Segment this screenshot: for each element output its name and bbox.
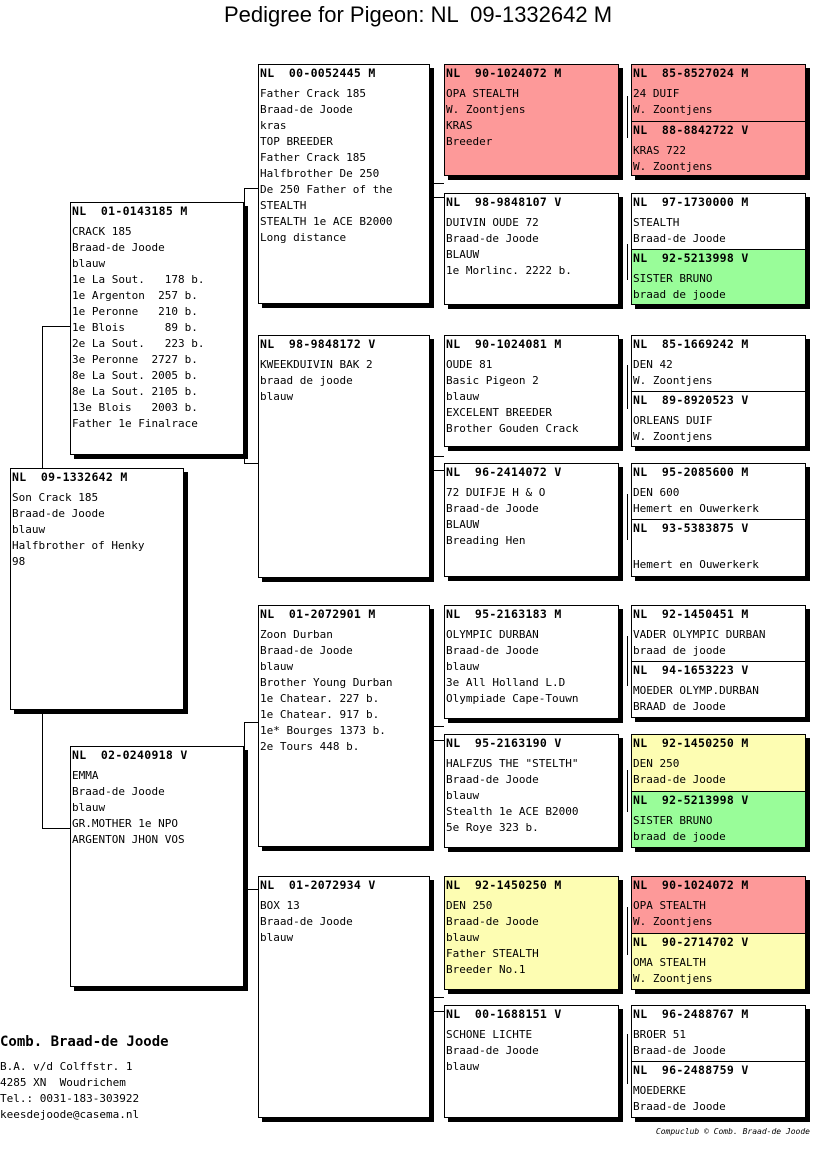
- info-line: blauw: [72, 257, 106, 270]
- ring-number: NL 92-1450250 M: [633, 736, 749, 750]
- page-title: Pedigree for Pigeon: NL 09-1332642 M: [223, 2, 613, 27]
- ring-number: NL 09-1332642 M: [12, 470, 128, 484]
- info-line: STEALTH: [633, 216, 680, 229]
- info-line: KRAS: [446, 119, 473, 132]
- ring-number: NL 94-1653223 V: [633, 663, 749, 677]
- info-line: DEN 42: [633, 358, 673, 371]
- info-line: MOEDERKE: [633, 1084, 686, 1097]
- info-line: blauw: [260, 660, 294, 673]
- info-line: Braad-de Joode: [633, 1044, 726, 1057]
- ring-number: NL 92-5213998 V: [633, 251, 749, 265]
- breeder-name: Comb. Braad-de Joode: [0, 1034, 169, 1050]
- info-line: blauw: [446, 931, 480, 944]
- info-line: Father 1e Finalrace: [72, 417, 198, 430]
- info-line: blauw: [446, 789, 480, 802]
- ancestor-card-mmm[interactable]: [444, 1005, 619, 1118]
- ring-number: NL 90-2714702 V: [633, 935, 749, 949]
- info-line: blauw: [12, 523, 46, 536]
- ring-number: NL 01-2072934 V: [260, 878, 376, 892]
- info-line: Brother Young Durban: [260, 676, 393, 689]
- info-line: 8e La Sout. 2005 b.: [72, 369, 198, 382]
- info-line: W. Zoontjens: [633, 430, 713, 443]
- info-line: SISTER BRUNO: [633, 272, 713, 285]
- great-grandparent-card[interactable]: [631, 249, 806, 305]
- great-grandparent-card[interactable]: [631, 605, 806, 662]
- paternal-grandmother-card[interactable]: [258, 335, 430, 578]
- info-line: W. Zoontjens: [633, 972, 713, 985]
- info-line: blauw: [72, 801, 106, 814]
- info-line: DEN 250: [446, 899, 493, 912]
- info-line: 1e Blois 89 b.: [72, 321, 198, 334]
- info-line: 1e Chatear. 917 b.: [260, 708, 380, 721]
- ring-number: NL 02-0240918 V: [72, 748, 188, 762]
- info-line: 1e* Bourges 1373 b.: [260, 724, 386, 737]
- subject-pigeon-card[interactable]: [10, 468, 184, 710]
- info-line: VADER OLYMPIC DURBAN: [633, 628, 766, 641]
- info-line: Braad-de Joode: [446, 915, 539, 928]
- info-line: Braad-de Joode: [446, 232, 539, 245]
- info-line: ORLEANS DUIF: [633, 414, 713, 427]
- info-line: Hemert en Ouwerkerk: [633, 502, 759, 515]
- ring-number: NL 95-2085600 M: [633, 465, 749, 479]
- info-line: blauw: [260, 390, 294, 403]
- info-line: OLYMPIC DURBAN: [446, 628, 539, 641]
- ancestor-card-mfm[interactable]: [444, 734, 619, 848]
- info-line: Braad-de Joode: [260, 103, 353, 116]
- ring-number: NL 92-1450250 M: [446, 878, 562, 892]
- info-line: EXCELENT BREEDER: [446, 406, 552, 419]
- info-line: BROER 51: [633, 1028, 686, 1041]
- info-line: BOX 13: [260, 899, 300, 912]
- info-line: 13e Blois 2003 b.: [72, 401, 198, 414]
- info-line: Halfbrother of Henky: [12, 539, 145, 552]
- info-line: braad de joode: [633, 644, 726, 657]
- ring-number: NL 95-2163183 M: [446, 607, 562, 621]
- info-line: Hemert en Ouwerkerk: [633, 558, 759, 571]
- ring-number: NL 90-1024081 M: [446, 337, 562, 351]
- info-line: Father STEALTH: [446, 947, 539, 960]
- great-grandparent-card[interactable]: [631, 933, 806, 990]
- info-line: HALFZUS THE "STELTH": [446, 757, 579, 770]
- ring-number: NL 98-9848107 V: [446, 195, 562, 209]
- info-line: 1e Morlinc. 2222 b.: [446, 264, 572, 277]
- great-grandparent-card[interactable]: [631, 791, 806, 848]
- phone-line: Tel.: 0031-183-303922: [0, 1092, 140, 1105]
- info-line: SCHONE LICHTE: [446, 1028, 533, 1041]
- info-line: 1e Chatear. 227 b.: [260, 692, 380, 705]
- info-line: Braad-de Joode: [72, 785, 165, 798]
- info-line: blauw: [260, 931, 294, 944]
- ancestor-card-ffm[interactable]: [444, 193, 619, 305]
- info-line: 24 DUIF: [633, 87, 680, 100]
- info-line: 1e La Sout. 178 b.: [72, 273, 205, 286]
- ring-number: NL 85-1669242 M: [633, 337, 749, 351]
- info-line: [633, 541, 805, 557]
- great-grandparent-card[interactable]: [631, 661, 806, 718]
- ring-number: NL 01-2072901 M: [260, 607, 376, 621]
- ancestor-card-mmf[interactable]: [444, 876, 619, 990]
- ring-number: NL 93-5383875 V: [633, 521, 749, 535]
- info-line: 8e La Sout. 2105 b.: [72, 385, 198, 398]
- great-grandparent-card[interactable]: [631, 64, 806, 122]
- info-line: 2e La Sout. 223 b.: [72, 337, 205, 350]
- ring-number: NL 95-2163190 V: [446, 736, 562, 750]
- info-line: OPA STEALTH: [633, 899, 706, 912]
- info-line: Braad-de Joode: [633, 1100, 726, 1113]
- info-line: BLAUW: [446, 248, 480, 261]
- great-grandparent-card[interactable]: [631, 1005, 806, 1062]
- info-line: blauw: [446, 390, 480, 403]
- father-card[interactable]: [70, 202, 244, 455]
- info-line: 2e Tours 448 b.: [260, 740, 360, 753]
- info-line: braad de joode: [633, 288, 726, 301]
- info-line: 98: [12, 555, 26, 568]
- info-line: Braad-de Joode: [446, 502, 539, 515]
- paternal-grandfather-card[interactable]: [258, 64, 430, 304]
- ring-number: NL 96-2414072 V: [446, 465, 562, 479]
- info-line: W. Zoontjens: [446, 103, 526, 116]
- address-line: B.A. v/d Colffstr. 1: [0, 1060, 133, 1073]
- info-line: Braad-de Joode: [12, 507, 105, 520]
- great-grandparent-card[interactable]: [631, 519, 806, 577]
- info-line: Olympiade Cape-Touwn: [446, 692, 579, 705]
- great-grandparent-card[interactable]: [631, 734, 806, 792]
- info-line: 5e Roye 323 b.: [446, 821, 539, 834]
- info-line: DEN 600: [633, 486, 680, 499]
- info-line: STEALTH: [260, 199, 307, 212]
- great-grandparent-card[interactable]: [631, 121, 806, 176]
- ancestor-card-fmf[interactable]: [444, 335, 619, 447]
- info-line: Stealth 1e ACE B2000: [446, 805, 579, 818]
- info-line: ARGENTON JHON VOS: [72, 833, 185, 846]
- ring-number: NL 01-0143185 M: [72, 204, 188, 218]
- ring-number: NL 96-2488767 M: [633, 1007, 749, 1021]
- info-line: Braad-de Joode: [633, 773, 726, 786]
- ancestor-card-mff[interactable]: [444, 605, 619, 719]
- info-line: STEALTH 1e ACE B2000: [260, 215, 393, 228]
- info-line: Braad-de Joode: [446, 1044, 539, 1057]
- ancestor-card-fmm[interactable]: [444, 463, 619, 577]
- info-line: OMA STEALTH: [633, 956, 706, 969]
- info-line: blauw: [446, 660, 480, 673]
- email-link[interactable]: keesdejoode@casema.nl: [0, 1108, 140, 1121]
- great-grandparent-card[interactable]: [631, 335, 806, 392]
- info-line: W. Zoontjens: [633, 160, 713, 173]
- ring-number: NL 92-1450451 M: [633, 607, 749, 621]
- info-line: DUIVIN OUDE 72: [446, 216, 539, 229]
- info-line: KRAS 722: [633, 144, 686, 157]
- ring-number: NL 00-0052445 M: [260, 66, 376, 80]
- ring-number: NL 00-1688151 V: [446, 1007, 562, 1021]
- info-line: 1e Argenton 257 b.: [72, 289, 198, 302]
- great-grandparent-card[interactable]: [631, 193, 806, 250]
- info-line: Halfbrother De 250: [260, 167, 380, 180]
- info-line: Breading Hen: [446, 534, 526, 547]
- info-line: Braad-de Joode: [260, 644, 353, 657]
- ring-number: NL 88-8842722 V: [633, 123, 749, 137]
- info-line: OUDE 81: [446, 358, 493, 371]
- info-line: Zoon Durban: [260, 628, 333, 641]
- info-line: W. Zoontjens: [633, 103, 713, 116]
- info-line: Braad-de Joode: [72, 241, 165, 254]
- info-line: Father Crack 185: [260, 151, 366, 164]
- maternal-grandfather-card[interactable]: [258, 605, 430, 847]
- maternal-grandmother-card[interactable]: [258, 876, 430, 1118]
- ring-number: NL 89-8920523 V: [633, 393, 749, 407]
- ring-number: NL 97-1730000 M: [633, 195, 749, 209]
- info-line: 1e Peronne 210 b.: [72, 305, 198, 318]
- info-line: W. Zoontjens: [633, 915, 713, 928]
- info-line: BLAUW: [446, 518, 480, 531]
- info-line: EMMA: [72, 769, 99, 782]
- info-line: Father Crack 185: [260, 87, 366, 100]
- info-line: TOP BREEDER: [260, 135, 333, 148]
- info-line: SISTER BRUNO: [633, 814, 713, 827]
- info-line: 72 DUIFJE H & O: [446, 486, 546, 499]
- great-grandparent-card[interactable]: [631, 463, 806, 520]
- info-line: MOEDER OLYMP.DURBAN: [633, 684, 759, 697]
- info-line: DEN 250: [633, 757, 680, 770]
- great-grandparent-card[interactable]: [631, 1061, 806, 1118]
- ring-number: NL 96-2488759 V: [633, 1063, 749, 1077]
- address-line: 4285 XN Woudrichem: [0, 1076, 126, 1089]
- mother-card[interactable]: [70, 746, 244, 987]
- info-line: Basic Pigeon 2: [446, 374, 539, 387]
- info-line: braad de joode: [633, 830, 726, 843]
- ring-number: NL 90-1024072 M: [633, 878, 749, 892]
- ring-number: NL 92-5213998 V: [633, 793, 749, 807]
- ring-number: NL 85-8527024 M: [633, 66, 749, 80]
- info-line: KWEEKDUIVIN BAK 2: [260, 358, 373, 371]
- info-line: 3e Peronne 2727 b.: [72, 353, 198, 366]
- great-grandparent-card[interactable]: [631, 876, 806, 934]
- info-line: BRAAD de Joode: [633, 700, 726, 713]
- great-grandparent-card[interactable]: [631, 391, 806, 447]
- info-line: 3e All Holland L.D: [446, 676, 566, 689]
- info-line: Brother Gouden Crack: [446, 422, 579, 435]
- ring-number: NL 90-1024072 M: [446, 66, 562, 80]
- info-line: Long distance: [260, 231, 347, 244]
- info-line: Breeder: [446, 135, 493, 148]
- info-line: GR.MOTHER 1e NPO: [72, 817, 178, 830]
- info-line: W. Zoontjens: [633, 374, 713, 387]
- info-line: Breeder No.1: [446, 963, 526, 976]
- ring-number: NL 98-9848172 V: [260, 337, 376, 351]
- info-line: OPA STEALTH: [446, 87, 519, 100]
- info-line: Son Crack 185: [12, 491, 99, 504]
- info-line: Braad-de Joode: [446, 773, 539, 786]
- info-line: Braad-de Joode: [260, 915, 353, 928]
- info-line: De 250 Father of the: [260, 183, 393, 196]
- info-line: Braad-de Joode: [446, 644, 539, 657]
- info-line: Braad-de Joode: [633, 232, 726, 245]
- info-line: braad de joode: [260, 374, 353, 387]
- info-line: kras: [260, 119, 287, 132]
- ancestor-card-fff[interactable]: [444, 64, 619, 176]
- breeder-address: [0, 1059, 139, 1123]
- info-line: blauw: [446, 1060, 480, 1073]
- copyright-notice: Compuclub © Comb. Braad-de Joode: [655, 1127, 810, 1136]
- info-line: CRACK 185: [72, 225, 132, 238]
